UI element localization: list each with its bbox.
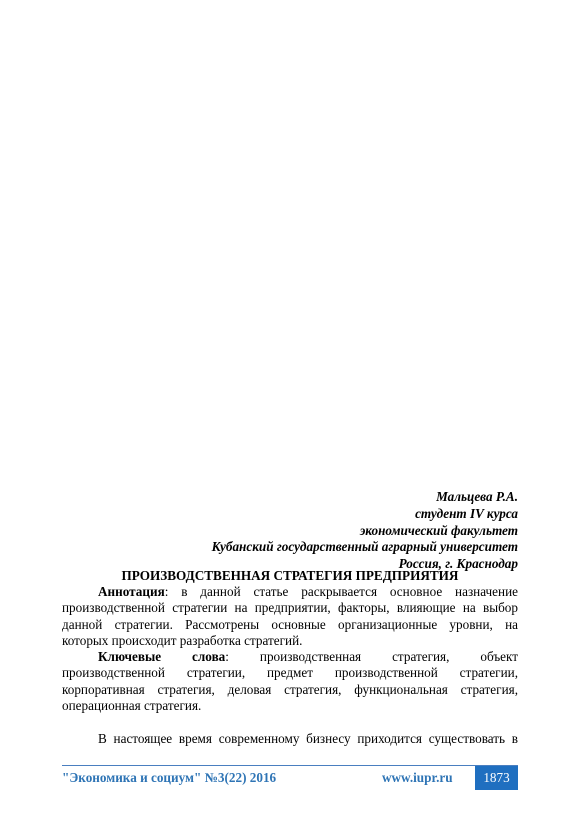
keywords-line-1 — [62, 649, 518, 665]
author-block — [62, 489, 518, 573]
annotation-paragraph — [62, 584, 518, 650]
annotation-line-3: данной стратегии. Рассмотрены основные организационные уровни, на — [62, 616, 518, 632]
author-location: Россия, г. Краснодар — [398, 556, 518, 572]
annotation-line-2: производственной стратегии на предприятии, факторы, влияющие на выбор — [62, 600, 518, 616]
annotation-line-1 — [62, 584, 518, 600]
footer-website-link[interactable]: www.iupr.ru — [382, 770, 453, 785]
annotation-label: Аннотация — [98, 584, 165, 599]
page-number-badge: 1873 — [475, 766, 518, 790]
author-university: Кубанский государственный аграрный университет — [211, 539, 518, 555]
annotation-line-4: которых происходит разработка стратегий. — [62, 633, 303, 649]
keywords-line-2: производственной стратегии, предмет производственной стратегии, — [62, 665, 518, 681]
author-faculty: экономический факультет — [359, 522, 518, 538]
main-text-paragraph — [62, 731, 518, 747]
keywords-text-1: : производственная стратегия, объект — [225, 649, 518, 664]
footer-journal-title: "Экономика и социум" №3(22) 2016 — [62, 770, 277, 785]
keywords-line-4: операционная стратегия. — [62, 698, 202, 714]
author-name: Мальцева Р.А. — [436, 489, 518, 504]
keywords-label: Ключевые слова — [98, 649, 226, 664]
main-text-line-1: В настоящее время современному бизнесу приходится существовать в — [98, 731, 518, 746]
article-title: ПРОИЗВОДСТВЕННАЯ СТРАТЕГИЯ ПРЕДПРИЯТИЯ — [121, 568, 459, 583]
keywords-line-3: корпоративная стратегия, деловая стратегия, функциональная стратегия, — [62, 681, 518, 697]
annotation-text-1: : в данной статье раскрывается основное назначение — [164, 584, 518, 599]
author-status: студент IV курса — [415, 505, 518, 521]
footer-divider — [62, 765, 518, 766]
keywords-paragraph — [62, 649, 518, 715]
